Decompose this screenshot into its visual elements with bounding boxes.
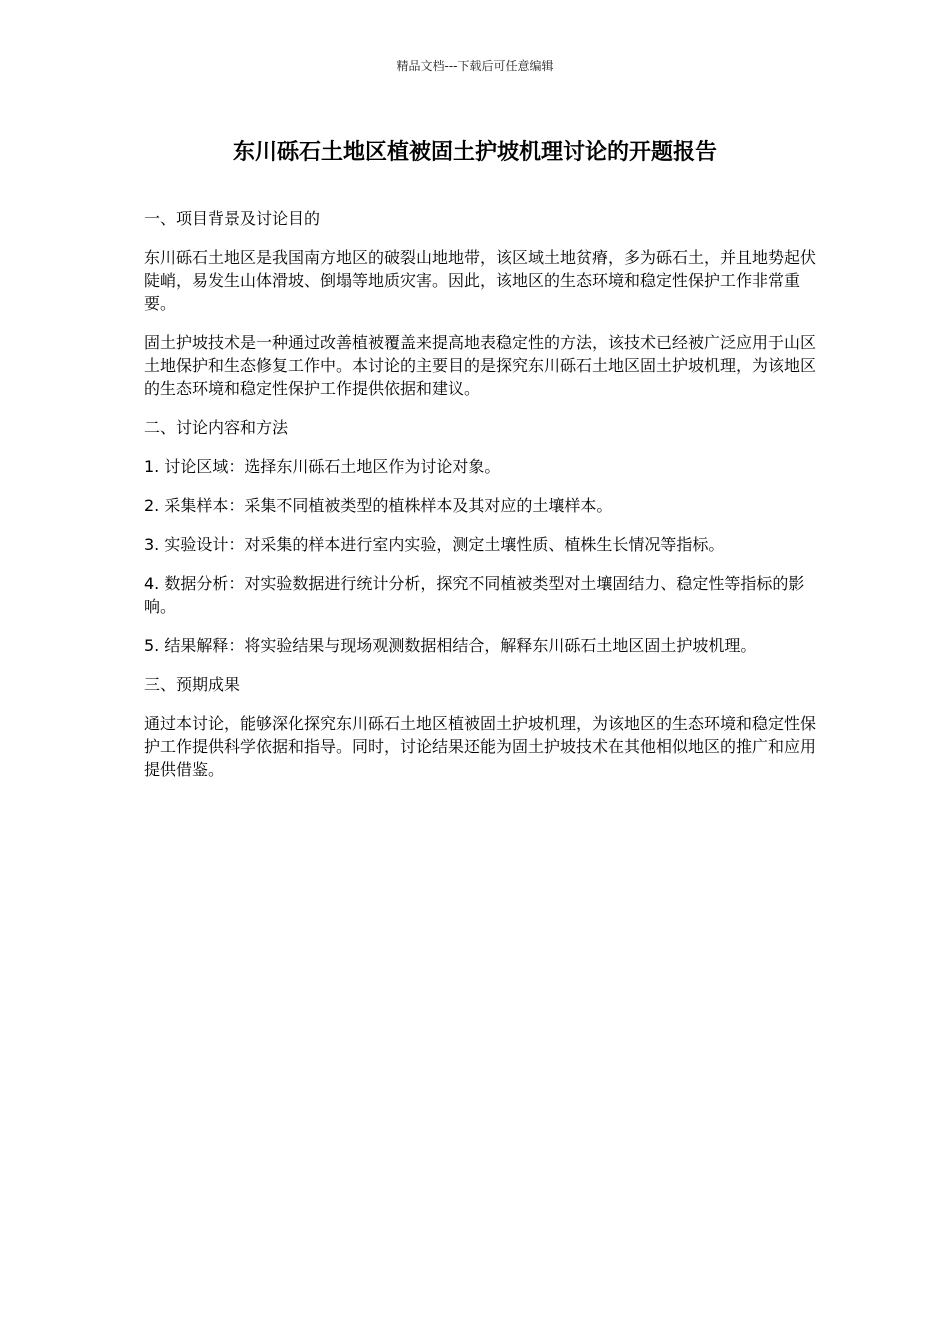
list-item-study-area: 1. 讨论区域：选择东川砾石土地区作为讨论对象。 <box>144 457 501 476</box>
document-title: 东川砾石土地区植被固土护坡机理讨论的开题报告 <box>232 140 717 165</box>
list-item-analysis: 4. 数据分析：对实验数据进行统计分析，探究不同植被类型对土壤固结力、稳定性等指标的影响。 <box>144 574 805 616</box>
section-heading-methods: 二、讨论内容和方法 <box>144 418 289 437</box>
list-item-interpretation: 5. 结果解释：将实验结果与现场观测数据相结合，解释东川砾石土地区固土护坡机理。 <box>144 636 757 655</box>
section-heading-background: 一、项目背景及讨论目的 <box>144 209 321 228</box>
document-body <box>144 207 824 797</box>
section-heading-outcomes: 三、预期成果 <box>144 675 241 694</box>
page-header: 精品文档---下载后可任意编辑 <box>396 59 554 73</box>
list-item-experiment: 3. 实验设计：对采集的样本进行室内实验，测定土壤性质、植株生长情况等指标。 <box>144 535 725 554</box>
paragraph-outcomes: 通过本讨论，能够深化探究东川砾石土地区植被固土护坡机理，为该地区的生态环境和稳定性保护工作提供科学依据和指导。同时，讨论结果还能为固土护坡技术在其他相似地区的推广和应用提供借鉴。 <box>144 714 817 779</box>
paragraph-background: 东川砾石土地区是我国南方地区的破裂山地地带，该区域土地贫瘠，多为砾石土，并且地势起伏陡峭，易发生山体滑坡、倒塌等地质灾害。因此，该地区的生态环境和稳定性保护工作非常重要。 <box>144 248 817 313</box>
list-item-sampling: 2. 采集样本：采集不同植被类型的植株样本及其对应的土壤样本。 <box>144 496 613 515</box>
paragraph-objective: 固土护坡技术是一种通过改善植被覆盖来提高地表稳定性的方法，该技术已经被广泛应用于山区土地保护和生态修复工作中。本讨论的主要目的是探究东川砾石土地区固土护坡机理，为该地区的生态环境和稳定性保护工作提供依据和建议。 <box>144 333 817 398</box>
